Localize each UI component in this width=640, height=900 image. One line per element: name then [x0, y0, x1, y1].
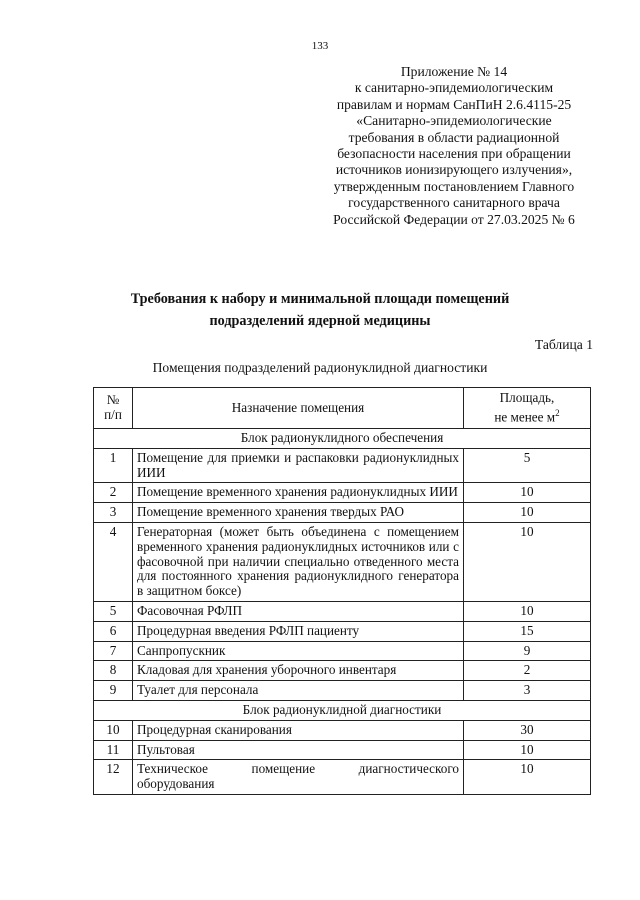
row-area: 10	[464, 503, 591, 523]
section-row	[94, 700, 591, 720]
section-title: Блок радионуклидного обеспечения	[94, 429, 591, 449]
table-row	[94, 601, 591, 621]
row-number: 3	[94, 503, 133, 523]
row-name: Процедурная введения РФЛП пациенту	[133, 621, 464, 641]
header-number	[94, 388, 133, 429]
appendix-line: утвержденным постановлением Главного	[333, 178, 575, 194]
appendix-line: Приложение № 14	[400, 64, 508, 79]
row-name: Туалет для персонала	[133, 681, 464, 701]
row-area: 10	[464, 483, 591, 503]
row-name: Фасовочная РФЛП	[133, 601, 464, 621]
row-number: 9	[94, 681, 133, 701]
table-row	[94, 661, 591, 681]
appendix-line: «Санитарно-эпидемиологические	[356, 113, 552, 129]
appendix-line: государственного санитарного врача	[348, 195, 560, 211]
row-area: 10	[464, 740, 591, 760]
title-line: подразделений ядерной медицины	[209, 313, 431, 329]
appendix-line: Российской Федерации от 27.03.2025 № 6	[333, 211, 575, 227]
appendix-line: правилам и нормам СанПиН 2.6.4115-25	[336, 96, 572, 112]
header-number-line2: п/п	[104, 407, 122, 422]
row-area: 10	[464, 601, 591, 621]
row-area: 3	[464, 681, 591, 701]
document-title	[0, 288, 640, 332]
row-name: Кладовая для хранения уборочного инвентаря	[133, 661, 464, 681]
row-area: 10	[464, 760, 591, 795]
row-name: Помещение временного хранения радионуклидных ИИИ	[133, 483, 464, 503]
appendix-header	[304, 64, 604, 228]
header-area-sup: 2	[555, 407, 560, 418]
row-number: 12	[94, 760, 133, 795]
row-name: Пультовая	[133, 740, 464, 760]
header-area-line2: не менее м	[494, 409, 556, 425]
table-header-row	[94, 388, 591, 429]
table-row	[94, 503, 591, 523]
row-name: Помещение для приемки и распаковки радионуклидных ИИИ	[133, 448, 464, 483]
table-row	[94, 760, 591, 795]
table-row	[94, 641, 591, 661]
header-name: Назначение помещения	[133, 388, 464, 429]
table-row	[94, 621, 591, 641]
row-number: 10	[94, 720, 133, 740]
row-number: 5	[94, 601, 133, 621]
table-caption: Помещения подразделений радионуклидной диагностики	[152, 360, 488, 375]
row-number: 1	[94, 448, 133, 483]
row-area: 2	[464, 661, 591, 681]
row-name: Техническое помещение диагностического оборудования	[133, 760, 464, 795]
row-number: 7	[94, 641, 133, 661]
appendix-line: источников ионизирующего излучения»,	[335, 162, 573, 178]
appendix-line: требования в области радиационной	[348, 129, 560, 145]
page-number: 133	[311, 40, 329, 52]
row-area: 30	[464, 720, 591, 740]
title-line: Требования к набору и минимальной площади помещений	[130, 291, 510, 307]
table-row	[94, 448, 591, 483]
appendix-line: к санитарно-эпидемиологическим	[354, 80, 554, 96]
table-row	[94, 483, 591, 503]
table-row	[94, 740, 591, 760]
row-area: 9	[464, 641, 591, 661]
row-area: 15	[464, 621, 591, 641]
row-number: 6	[94, 621, 133, 641]
rooms-table	[93, 387, 591, 795]
header-area	[464, 388, 591, 429]
table-row	[94, 681, 591, 701]
appendix-line: безопасности населения при обращении	[337, 146, 571, 162]
header-number-line1: №	[106, 392, 120, 408]
row-name: Генераторная (может быть объединена с помещением временного хранения радионуклидных источников или с фасовочной при наличии специально отведенного места для постоянного хранения радионуклидного генератора в защитном боксе)	[133, 522, 464, 601]
row-name: Процедурная сканирования	[133, 720, 464, 740]
row-number: 8	[94, 661, 133, 681]
row-name: Помещение временного хранения твердых РАО	[133, 503, 464, 523]
section-row	[94, 429, 591, 449]
row-area: 10	[464, 522, 591, 601]
table-label: Таблица 1	[534, 337, 593, 352]
section-title: Блок радионуклидной диагностики	[94, 700, 591, 720]
row-number: 4	[94, 522, 133, 601]
row-number: 11	[94, 740, 133, 760]
header-area-line1: Площадь,	[499, 390, 555, 405]
table-row	[94, 522, 591, 601]
row-area: 5	[464, 448, 591, 483]
row-number: 2	[94, 483, 133, 503]
row-name: Санпропускник	[133, 641, 464, 661]
table-row	[94, 720, 591, 740]
